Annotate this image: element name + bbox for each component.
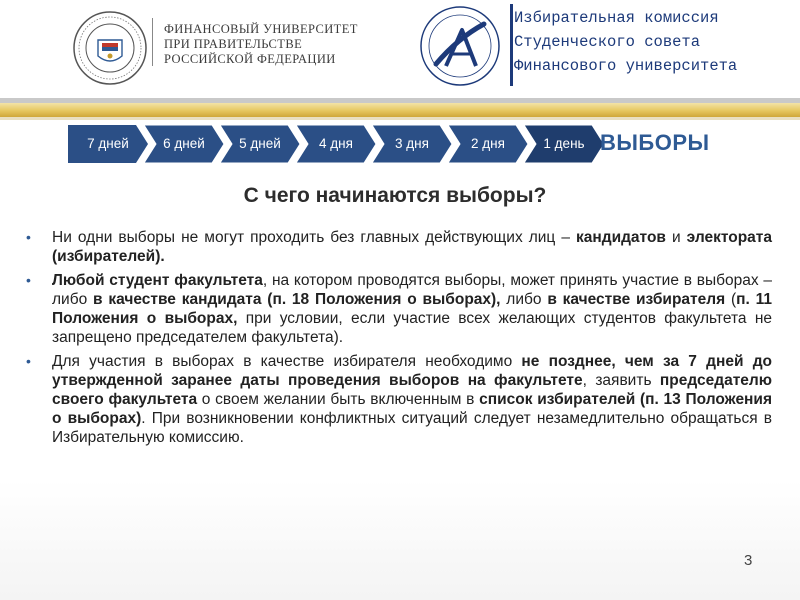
timeline-step-label: 2 дня (471, 136, 505, 151)
timeline-step-label: 6 дней (163, 136, 205, 151)
bullet-text-run: о своем желании быть включенным в (197, 391, 480, 408)
bullet-icon: • (26, 272, 31, 288)
university-name-line: ФИНАНСОВЫЙ УНИВЕРСИТЕТ (164, 22, 358, 36)
commission-name-line: Избирательная комиссия (514, 9, 719, 27)
timeline-step (220, 125, 300, 163)
timeline-step-label: 7 дней (87, 136, 129, 151)
timeline-step-label: 1 день (543, 136, 585, 151)
bullet-text (52, 229, 772, 265)
bullet-bold-run: в качестве избирателя (547, 291, 726, 308)
timeline-step (144, 125, 224, 163)
header (0, 0, 800, 96)
bullet-bold-run: в качестве кандидата (п. 18 Положения о выборах), (93, 291, 501, 308)
bullet-text (52, 272, 772, 346)
bullet-list (20, 228, 772, 452)
commission-logo-icon (418, 4, 502, 88)
bullet-icon: • (26, 353, 31, 369)
bullet-bold-run: Любой студент факультета (52, 272, 263, 289)
university-name (164, 22, 374, 67)
bullet-item (20, 352, 772, 447)
bullet-bold-run: кандидатов (575, 229, 666, 246)
bullet-item (20, 228, 772, 266)
bullet-text-run: либо (500, 291, 548, 308)
timeline-step (524, 125, 604, 163)
timeline-step-label: 3 дня (395, 136, 429, 151)
bullet-bold-run: председателю своего факультета (52, 372, 772, 408)
slide-title: С чего начинаются выборы? (243, 184, 547, 207)
bullet-text-run: ( (725, 291, 737, 308)
timeline-step (448, 125, 528, 163)
bullet-text-run: , заявить (582, 372, 660, 389)
timeline-step-label: 5 дней (239, 136, 281, 151)
timeline-step (68, 125, 148, 163)
bullet-text-run: и (665, 229, 687, 246)
bullet-text-run: при условии, если участие всех желающих студентов факультета не запрещено председателем факультета). (52, 310, 772, 346)
bullet-item (20, 271, 772, 347)
timeline-step-label: 4 дня (319, 136, 353, 151)
university-emblem-icon (72, 10, 148, 86)
timeline-step (372, 125, 452, 163)
header-band-gold (0, 103, 800, 117)
bullet-bold-run: электората (избирателей). (52, 229, 772, 265)
bullet-text-run: . При возникновении конфликтных ситуаций следует незамедлительно обращаться в Избирательную комиссию. (52, 410, 773, 446)
university-name-line: ПРИ ПРАВИТЕЛЬСТВЕ (164, 37, 303, 51)
bullet-text-run: Для участия в выборах в качестве избирателя необходимо (52, 353, 522, 370)
bullet-text-run: Ни одни выборы не могут проходить без главных действующих лиц – (52, 229, 576, 246)
commission-accent-bar (510, 4, 513, 86)
page-number: 3 (744, 552, 753, 569)
bullet-text-run: , на котором проводятся выборы, может принять участие в выборах – либо (52, 272, 772, 308)
countdown-timeline (68, 125, 588, 163)
header-divider (152, 18, 153, 66)
bullet-icon: • (26, 229, 31, 245)
bullet-bold-run: п. 11 Положения о выборах, (52, 291, 772, 327)
bullet-bold-run: список избирателей (п. 13 Положения о выборах) (52, 391, 772, 427)
timeline-step (296, 125, 376, 163)
elections-label: ВЫБОРЫ (600, 130, 710, 155)
commission-name-line: Студенческого совета (514, 33, 701, 51)
university-name-line: РОССИЙСКОЙ ФЕДЕРАЦИИ (164, 52, 336, 66)
commission-name-line: Финансового университета (514, 57, 738, 75)
bullet-text (52, 353, 772, 446)
bullet-bold-run: не позднее, чем за 7 дней до утвержденной заранее даты проведения выборов на факультете (52, 353, 772, 389)
header-band-light (0, 117, 800, 120)
commission-name (514, 6, 774, 78)
